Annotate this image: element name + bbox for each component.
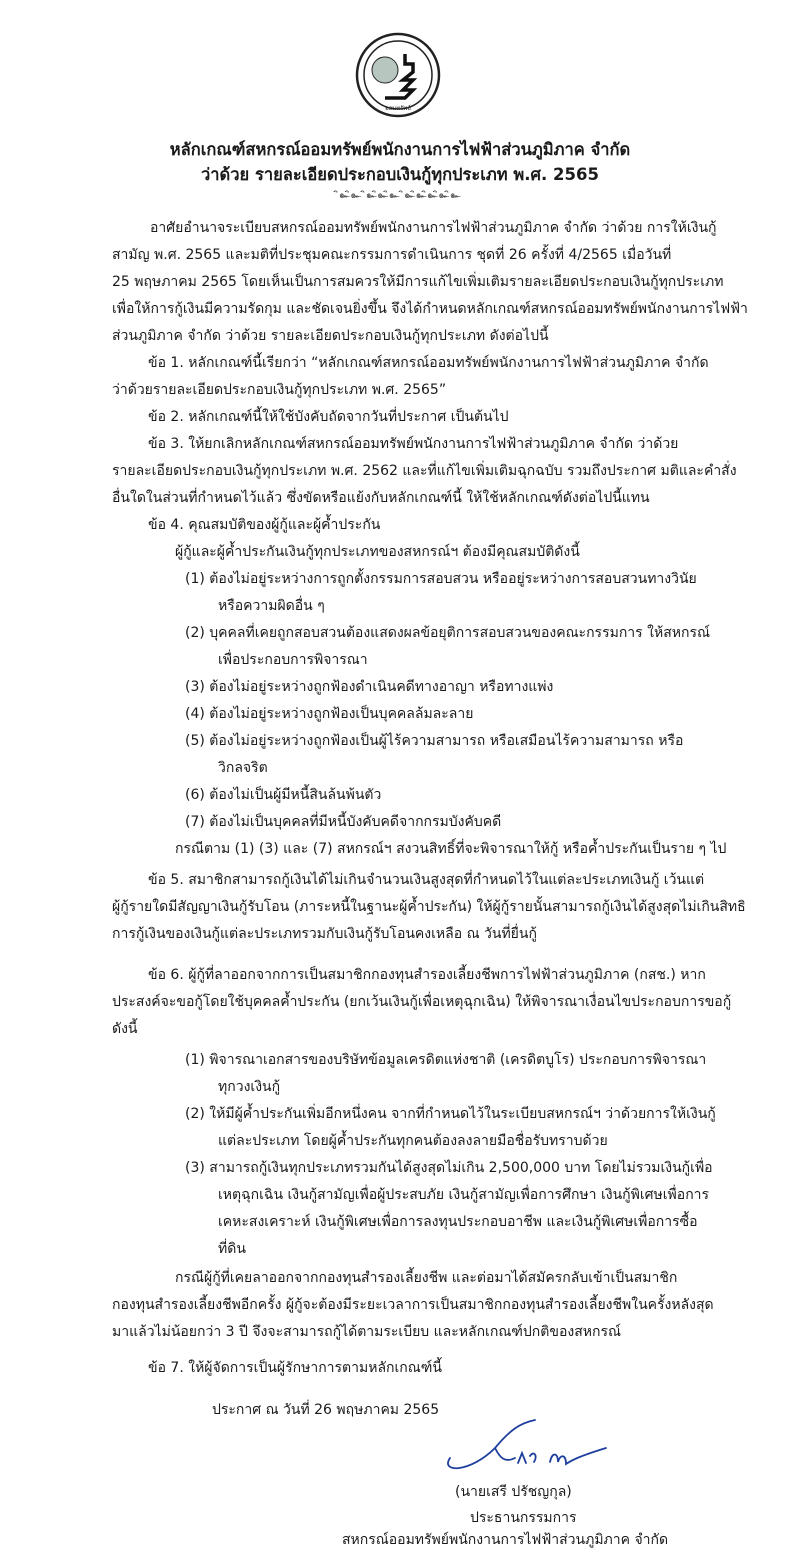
clause-4-item: (1) ต้องไม่อยู่ระหว่างการถูกตั้งกรรมการสอบสวน หรืออยู่ระหว่างการสอบสวนทางวินัย — [185, 571, 697, 587]
signer-organization: สหกรณ์ออมทรัพย์พนักงานการไฟฟ้าส่วนภูมิภาค จำกัด — [342, 1532, 669, 1548]
clause-6-item: (2) ให้มีผู้ค้ำประกันเพิ่มอีกหนึ่งคน จากที่กำหนดไว้ในระเบียบสหกรณ์ฯ ว่าด้วยการให้เงินกู้ — [185, 1106, 716, 1122]
clause-4-intro: ผู้กู้และผู้ค้ำประกันเงินกู้ทุกประเภทของสหกรณ์ฯ ต้องมีคุณสมบัติดังนี้ — [175, 544, 580, 560]
clause-3: รายละเอียดประกอบเงินกู้ทุกประเภท พ.ศ. 2562 และที่แก้ไขเพิ่มเติมฉุกฉบับ รวมถึงประกาศ มติและคำสั่ง — [112, 463, 737, 479]
clause-6-item: เหตุฉุกเฉิน เงินกู้สามัญเพื่อผู้ประสบภัย เงินกู้สามัญเพื่อการศึกษา เงินกู้พิเศษเพื่อการ — [218, 1187, 710, 1203]
signer-position: ประธานกรรมการ — [470, 1510, 577, 1526]
clause-7: ข้อ 7. ให้ผู้จัดการเป็นผู้รักษาการตามหลักเกณฑ์นี้ — [148, 1360, 442, 1376]
clause-6-item: ทุกวงเงินกู้ — [218, 1079, 281, 1095]
preamble-line: อาศัยอำนาจระเบียบสหกรณ์ออมทรัพย์พนักงานการไฟฟ้าส่วนภูมิภาค จำกัด ว่าด้วย การให้เงินกู้ — [150, 220, 717, 236]
clause-6-note: กรณีผู้กู้ที่เคยลาออกจากกองทุนสำรองเลี้ยงชีพ และต่อมาได้สมัครกลับเข้าเป็นสมาชิก — [175, 1270, 678, 1286]
clause-6-intro: ประสงค์จะขอกู้โดยใช้บุคคลค้ำประกัน (ยกเว้นเงินกู้เพื่อเหตุฉุกเฉิน) ให้พิจารณาเงื่อนไขประกอบการขอกู้ — [112, 994, 732, 1010]
announce-date: ประกาศ ณ วันที่ 26 พฤษภาคม 2565 — [212, 1402, 440, 1418]
document-title-line2: ว่าด้วย รายละเอียดประกอบเงินกู้ทุกประเภท พ.ศ. 2565 — [201, 165, 599, 184]
svg-text:ออมทรัพย์: ออมทรัพย์ — [385, 105, 411, 112]
clause-6-item: แต่ละประเภท โดยผู้ค้ำประกันทุกคนต้องลงลายมือชื่อรับทราบด้วย — [218, 1133, 608, 1149]
cooperative-seal-logo — [355, 32, 441, 118]
title-ornament: ิ๛ิ๛ ิ๛ิ๛ิ๛ ิ๛ิ๛ิ๛ิ๛ิ๛ — [338, 191, 462, 201]
clause-4-item: (2) บุคคลที่เคยถูกสอบสวนต้องแสดงผลข้อยุติการสอบสวนของคณะกรรมการ ให้สหกรณ์ — [185, 625, 710, 641]
clause-4-item: วิกลจริต — [218, 760, 268, 776]
clause-6-item: (3) สามารถกู้เงินทุกประเภทรวมกันได้สูงสุดไม่เกิน 2,500,000 บาท โดยไม่รวมเงินกู้เพื่อ — [185, 1160, 713, 1176]
preamble-line: สามัญ พ.ศ. 2565 และมติที่ประชุมคณะกรรมการดำเนินการ ชุดที่ 26 ครั้งที่ 4/2565 เมื่อวันที่ — [112, 247, 672, 263]
clause-4-item: (4) ต้องไม่อยู่ระหว่างถูกฟ้องเป็นบุคคลล้มละลาย — [185, 706, 474, 722]
preamble-line: เพื่อให้การกู้เงินมีความรัดกุม และชัดเจนยิ่งขึ้น จึงได้กำหนดหลักเกณฑ์สหกรณ์ออมทรัพย์พนักงานการไฟฟ้า — [112, 301, 748, 317]
clause-1: ว่าด้วยรายละเอียดประกอบเงินกู้ทุกประเภท พ.ศ. 2565” — [112, 382, 447, 398]
clause-4-item: (5) ต้องไม่อยู่ระหว่างถูกฟ้องเป็นผู้ไร้ความสามารถ หรือเสมือนไร้ความสามารถ หรือ — [185, 733, 684, 749]
clause-5: การกู้เงินของเงินกู้แต่ละประเภทรวมกับเงินกู้รับโอนคงเหลือ ณ วันที่ยื่นกู้ — [112, 926, 537, 942]
clause-6-note: มาแล้วไม่น้อยกว่า 3 ปี จึงจะสามารถกู้ได้ตามระเบียบ และหลักเกณฑ์ปกติของสหกรณ์ — [112, 1324, 621, 1340]
signer-name: (นายเสรี ปรัชญกุล) — [455, 1484, 572, 1500]
clause-6-item: เคหะสงเคราะห์ เงินกู้พิเศษเพื่อการลงทุนประกอบอาชีพ และเงินกู้พิเศษเพื่อการซื้อ — [218, 1214, 698, 1230]
clause-4-item: (6) ต้องไม่เป็นผู้มีหนี้สินล้นพ้นตัว — [185, 787, 382, 803]
clause-4-note: กรณีตาม (1) (3) และ (7) สหกรณ์ฯ สงวนสิทธิ์ที่จะพิจารณาให้กู้ หรือค้ำประกันเป็นราย ๆ ไป — [175, 841, 727, 857]
clause-4-item: (3) ต้องไม่อยู่ระหว่างถูกฟ้องดำเนินคดีทางอาญา หรือทางแพ่ง — [185, 679, 554, 695]
clause-3: ข้อ 3. ให้ยกเลิกหลักเกณฑ์สหกรณ์ออมทรัพย์พนักงานการไฟฟ้าส่วนภูมิภาค จำกัด ว่าด้วย — [148, 436, 679, 452]
clause-4-heading: ข้อ 4. คุณสมบัติของผู้กู้และผู้ค้ำประกัน — [148, 517, 381, 533]
clause-2: ข้อ 2. หลักเกณฑ์นี้ให้ใช้บังคับถัดจากวันที่ประกาศ เป็นต้นไป — [148, 409, 509, 425]
document-title-line1: หลักเกณฑ์สหกรณ์ออมทรัพย์พนักงานการไฟฟ้าส่วนภูมิภาค จำกัด — [169, 140, 631, 159]
clause-5: ผู้กู้รายใดมีสัญญาเงินกู้รับโอน (ภาระหนี้ในฐานะผู้ค้ำประกัน) ให้ผู้กู้รายนั้นสามารถกู้เงินได้สูงสุดไม่เกินสิทธิ — [112, 899, 746, 915]
preamble-line: 25 พฤษภาคม 2565 โดยเห็นเป็นการสมควรให้มีการแก้ไขเพิ่มเติมรายละเอียดประกอบเงินกู้ทุกประเภท — [112, 274, 724, 290]
clause-4-item: เพื่อประกอบการพิจารณา — [218, 652, 368, 668]
clause-6-note: กองทุนสำรองเลี้ยงชีพอีกครั้ง ผู้กู้จะต้องมีระยะเวลาการเป็นสมาชิกกองทุนสำรองเลี้ยงชีพในครั้งหลังสุด — [112, 1297, 714, 1313]
clause-6-intro: ข้อ 6. ผู้กู้ที่ลาออกจากการเป็นสมาชิกกองทุนสำรองเลี้ยงชีพการไฟฟ้าส่วนภูมิภาค (กสช.) หาก — [148, 967, 706, 983]
clause-5: ข้อ 5. สมาชิกสามารถกู้เงินได้ไม่เกินจำนวนเงินสูงสุดที่กำหนดไว้ในแต่ละประเภทเงินกู้ เว้นแต่ — [148, 872, 705, 888]
signature-image — [440, 1418, 620, 1478]
clause-3: อื่นใดในส่วนที่กำหนดไว้แล้ว ซึ่งขัดหรือแย้งกับหลักเกณฑ์นี้ ให้ใช้หลักเกณฑ์ดังต่อไปนี้แทน — [112, 490, 650, 506]
clause-6-item: ที่ดิน — [218, 1241, 246, 1257]
clause-4-item: หรือความผิดอื่น ๆ — [218, 598, 325, 614]
clause-6-item: (1) พิจารณาเอกสารของบริษัทข้อมูลเครดิตแห่งชาติ (เครดิตบูโร) ประกอบการพิจารณา — [185, 1052, 707, 1068]
preamble-line: ส่วนภูมิภาค จำกัด ว่าด้วย รายละเอียดประกอบเงินกู้ทุกประเภท ดังต่อไปนี้ — [112, 328, 549, 344]
clause-1: ข้อ 1. หลักเกณฑ์นี้เรียกว่า “หลักเกณฑ์สหกรณ์ออมทรัพย์พนักงานการไฟฟ้าส่วนภูมิภาค จำกัด — [148, 355, 709, 371]
clause-4-item: (7) ต้องไม่เป็นบุคคลที่มีหนี้บังคับคดีจากกรมบังคับคดี — [185, 814, 502, 830]
clause-6-intro: ดังนี้ — [112, 1021, 138, 1037]
